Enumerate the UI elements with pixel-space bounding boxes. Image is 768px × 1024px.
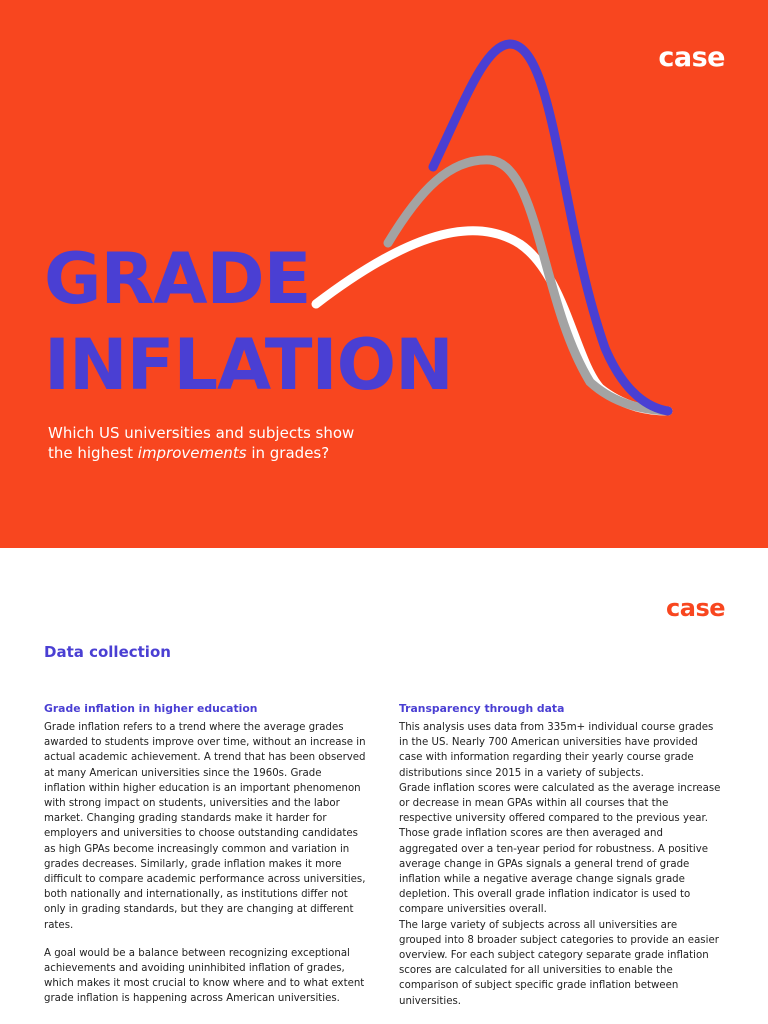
case-logo[interactable]: case xyxy=(658,42,725,73)
case-logo-page[interactable]: case xyxy=(666,594,725,622)
subtitle-text: Which US universities and subjects show the highest xyxy=(48,424,355,462)
left-paragraph-1: Grade inflation refers to a trend where the average grades awarded to students improve over time, without an increase in actual academic achievement. A trend that has been observed at many American universities since the 1960s. Grade inflation within higher education is an important phenomenon with strong impact on students, universities and the labor market. Changing grading standards make it harder for employers and universities to choose outstanding candidates as high GPAs become increasingly common and variation in grades decreases. Similarly, grade inflation makes it more difficult to compare academic performance across universities, both nationally and internationally, as institutions differ not only in grading standards, but they are changing at different rates. xyxy=(44,722,366,931)
left-paragraph-2: A goal would be a balance between recognizing exceptional achievements and avoiding uninhibited inflation of grades, which makes it most crucial to know where and to what extent grade inflation is happening across American universities. xyxy=(44,947,365,1005)
left-column-heading: Grade inflation in higher education xyxy=(44,702,258,715)
right-paragraph-3: The large variety of subjects across all universities are grouped into 8 broader subject categories to provide an easier overview. For each subject category separate grade inflation scores are calculated for all universities to enable the comparison of subject specific grade inflation between universities. xyxy=(399,919,719,1007)
right-column-heading: Transparency through data xyxy=(399,702,565,715)
left-column xyxy=(44,701,366,1007)
right-column xyxy=(399,701,721,1009)
right-paragraph-1: This analysis uses data from 335m+ individual course grades in the US. Nearly 700 American universities have provided case with information regarding their yearly course grade distributions since 2015 in a variety of subjects. xyxy=(399,722,714,779)
right-paragraph-2: Grade inflation scores were calculated as the average increase or decrease in mean GPAs within all courses that the respective university offered compared to the previous year. Those grade inflation scores are then averaged and aggregated over a ten-year period for robustness. A positive average change in GPAs signals a general trend of grade inflation while a negative average change signals grade depletion. This overall grade inflation indicator is used to compare universities overall. xyxy=(399,782,721,916)
title-inflation: INFLATION xyxy=(44,324,453,406)
subtitle-emphasis: improvements xyxy=(137,444,247,462)
hero-subtitle xyxy=(48,423,378,463)
title-grade: GRADE xyxy=(44,238,311,320)
subtitle-text-end: in grades? xyxy=(246,444,330,462)
section-title: Data collection xyxy=(44,643,171,661)
